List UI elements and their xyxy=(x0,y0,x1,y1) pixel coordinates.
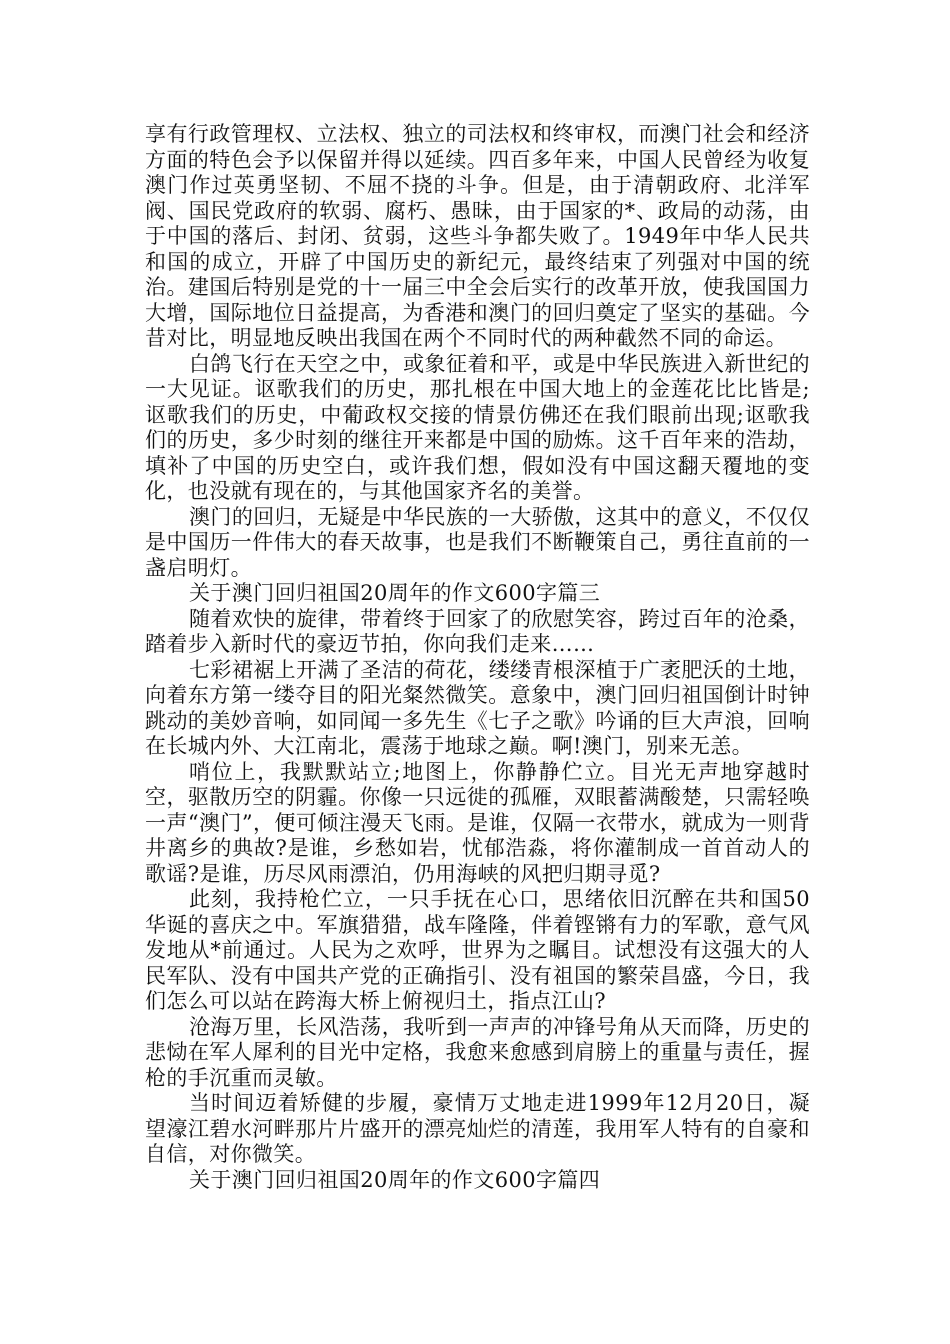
section-heading-4: 关于澳门回归祖国20周年的作文600字篇四 xyxy=(189,1167,601,1192)
paragraph-5: 七彩裙裾上开满了圣洁的荷花，缕缕青根深植于广袤肥沃的土地，向着东方第一缕夺目的阳光粲然微笑。意象中，澳门回归祖国倒计时钟跳动的美妙音响，如同闻一多先生《七子之歌》吟诵的巨大声浪，回响在长城内外、大江南北，震荡于地球之巅。啊!澳门，别来无恙。 xyxy=(145,657,810,758)
document-body xyxy=(145,122,810,1193)
paragraph-6: 哨位上，我默默站立;地图上，你静静伫立。目光无声地穿越时空，驱散历空的阴霾。你像一只远徙的孤雁，双眼蓄满酸楚，只需轻唤一声“澳门”，便可倾注漫天飞雨。是谁，仅隔一衣带水，就成为一则背井离乡的典故?是谁，乡愁如岩，忧郁浩淼，将你灌制成一首首动人的歌谣?是谁，历尽风雨漂泊，仍用海峡的风把归期寻觅? xyxy=(145,759,810,886)
paragraph-7: 此刻，我持枪伫立，一只手抚在心口，思绪依旧沉醉在共和国50华诞的喜庆之中。军旗猎猎，战车隆隆，伴着铿锵有力的军歌，意气风发地从*前通过。人民为之欢呼，世界为之瞩目。试想没有这强大的人民军队、没有中国共产党的正确指引、没有祖国的繁荣昌盛，今日，我们怎么可以站在跨海大桥上俯视归土，指点江山? xyxy=(145,887,810,1013)
paragraph-1: 享有行政管理权、立法权、独立的司法权和终审权，而澳门社会和经济方面的特色会予以保留并得以延续。四百多年来，中国人民曾经为收复澳门作过英勇坚韧、不屈不挠的斗争。但是，由于清朝政府、北洋军阀、国民党政府的软弱、腐朽、愚昧，由于国家的*、政局的动荡，由于中国的落后、封闭、贫弱，这些斗争都失败了。1949年中华人民共和国的成立，开辟了中国历史的新纪元，最终结束了列强对中国的统治。建国后特别是党的十一届三中全会后实行的改革开放，使我国国力大增，国际地位日益提高，为香港和澳门的回归奠定了坚实的基础。今昔对比，明显地反映出我国在两个不同时代的两种截然不同的命运。 xyxy=(145,122,810,350)
section-heading-3: 关于澳门回归祖国20周年的作文600字篇三 xyxy=(189,581,601,605)
paragraph-4: 随着欢快的旋律，带着终于回家了的欣慰笑容，跨过百年的沧桑，踏着步入新时代的豪迈节拍，你向我们走来…… xyxy=(145,606,810,656)
paragraph-2: 白鸽飞行在天空之中，或象征着和平，或是中华民族进入新世纪的一大见证。讴歌我们的历史，那扎根在中国大地上的金莲花比比皆是;讴歌我们的历史，中葡政权交接的情景仿佛还在我们眼前出现;讴歌我们的历史，多少时刻的继往开来都是中国的励炼。这千百年来的浩劫，填补了中国的历史空白，或许我们想，假如没有中国这翻天覆地的变化，也没就有现在的，与其他国家齐名的美誉。 xyxy=(145,351,810,503)
paragraph-9: 当时间迈着矫健的步履，豪情万丈地走进1999年12月20日，凝望濠江碧水河畔那片片盛开的漂亮灿烂的清莲，我用军人特有的自豪和自信，对你微笑。 xyxy=(145,1091,810,1166)
paragraph-3: 澳门的回归，无疑是中华民族的一大骄傲，这其中的意义，不仅仅是中国历一件伟大的春天故事，也是我们不断鞭策自己，勇往直前的一盏启明灯。 xyxy=(145,504,810,580)
paragraph-8: 沧海万里，长风浩荡，我听到一声声的冲锋号角从天而降，历史的悲恸在军人犀利的目光中定格，我愈来愈感到肩膀上的重量与责任，握枪的手沉重而灵敏。 xyxy=(145,1014,810,1090)
